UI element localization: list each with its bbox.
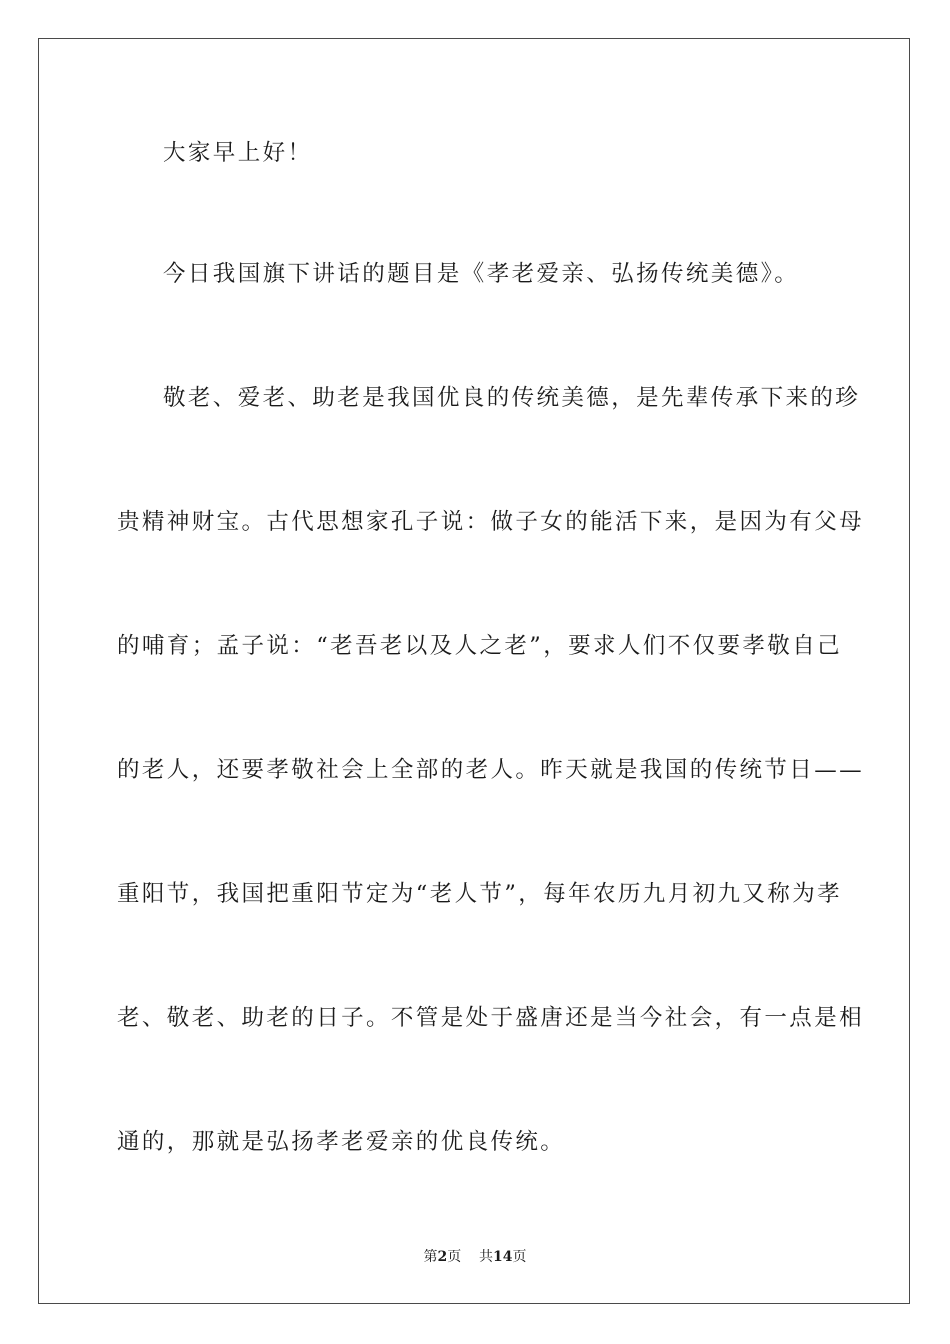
body-line-1: 敬老、爱老、助老是我国优良的传统美德，是先辈传承下来的珍 (163, 385, 861, 411)
page-suffix: 页 (447, 1249, 462, 1265)
body-line-4: 的老人，还要孝敬社会上全部的老人。昨天就是我国的传统节日—— (117, 757, 865, 783)
page-prefix: 第 (423, 1249, 438, 1265)
footer-gap (461, 1249, 479, 1265)
body-line-2: 贵精神财宝。古代思想家孔子说：做子女的能活下来，是因为有父母 (117, 509, 865, 535)
body-line-7: 通的，那就是弘扬孝老爱亲的优良传统。 (117, 1129, 566, 1155)
speech-title-line: 今日我国旗下讲话的题目是《孝老爱亲、弘扬传统美德》。 (163, 261, 800, 287)
total-prefix: 共 (479, 1249, 494, 1265)
page-footer (0, 1248, 950, 1266)
body-line-3: 的哺育；孟子说：“老吾老以及人之老”，要求人们不仅要孝敬自己 (117, 633, 843, 659)
body-line-6: 老、敬老、助老的日子。不管是处于盛唐还是当今社会，有一点是相 (117, 1005, 865, 1031)
total-pages: 14 (493, 1249, 513, 1265)
greeting-line: 大家早上好！ (163, 140, 313, 166)
body-line-5: 重阳节，我国把重阳节定为“老人节”，每年农历九月初九又称为孝 (117, 881, 843, 907)
total-suffix: 页 (512, 1249, 527, 1265)
page-number: 2 (437, 1249, 448, 1265)
page-border (38, 38, 910, 1304)
